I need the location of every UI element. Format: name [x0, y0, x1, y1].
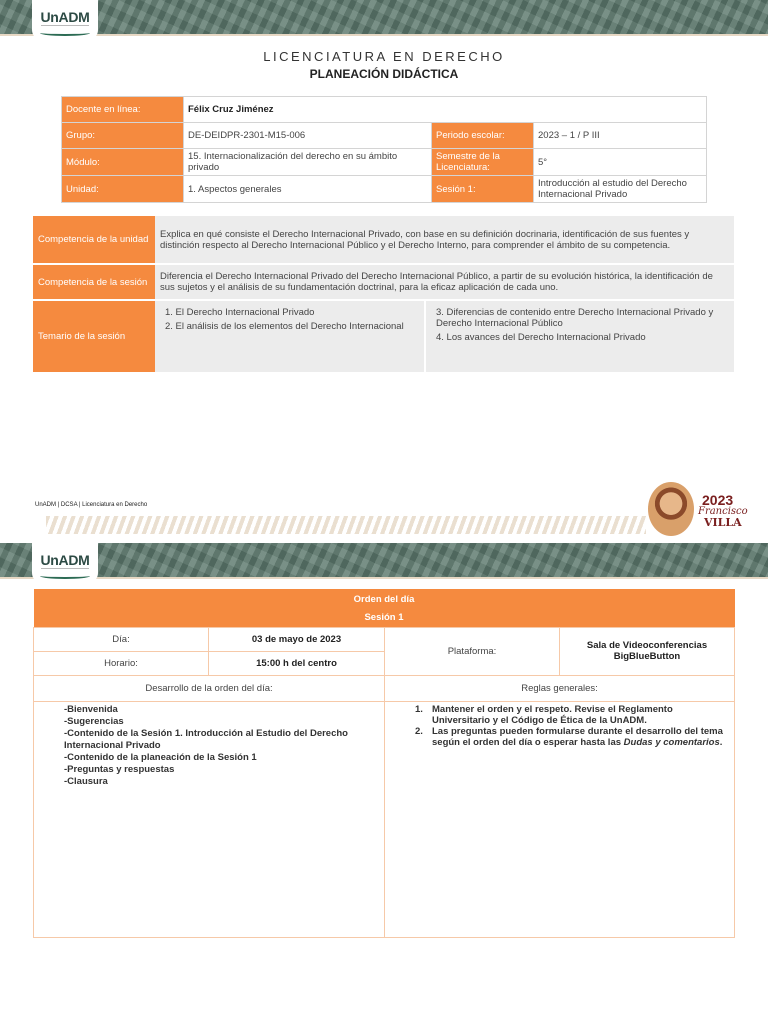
- temario-item: 3. Diferencias de contenido entre Derecho Internacional Privado y Derecho Internacional Público: [436, 307, 714, 329]
- reglas-label: Reglas generales:: [385, 675, 735, 701]
- semestre-label: Semestre de la Licenciatura:: [432, 149, 534, 176]
- grupo-label: Grupo:: [62, 123, 184, 149]
- desarrollo-item: -Bienvenida: [64, 703, 118, 715]
- villa-portrait: [648, 482, 694, 536]
- temario-col-left: [155, 300, 425, 372]
- horario-label: Horario:: [34, 651, 209, 675]
- logo-swoosh: [40, 30, 90, 36]
- modulo-value: 15. Internacionalización del derecho en su ámbito privado: [184, 149, 432, 176]
- regla-item: [415, 704, 726, 726]
- program-title: LICENCIATURA EN DERECHO: [263, 49, 505, 64]
- orden-body-row: [34, 701, 735, 937]
- temario-item: 2. El análisis de los elementos del Derecho Internacional: [165, 321, 404, 332]
- header-divider: [0, 34, 768, 36]
- competencia-unidad-row: [33, 216, 734, 264]
- info-row-unidad: [62, 176, 707, 203]
- competencias-table: [33, 216, 734, 372]
- desarrollo-item: -Preguntas y respuestas: [64, 763, 175, 775]
- regla-text: Las preguntas pueden formularse durante el desarrollo del tema según el orden del día o esperar hasta las: [432, 725, 723, 748]
- info-row-docente: [62, 97, 707, 123]
- semestre-value: 5°: [534, 149, 707, 176]
- regla-number: 2.: [415, 725, 423, 737]
- competencia-unidad-label: Competencia de la unidad: [33, 216, 155, 264]
- grupo-value: DE-DEIDPR-2301-M15-006: [184, 123, 432, 149]
- unidad-label: Unidad:: [62, 176, 184, 203]
- header-band: [0, 543, 768, 577]
- badge-name-last: VILLA: [704, 516, 742, 529]
- desarrollo-label: Desarrollo de la orden del día:: [34, 675, 385, 701]
- dia-value: 03 de mayo de 2023: [209, 627, 385, 651]
- docente-value: Félix Cruz Jiménez: [184, 97, 707, 123]
- competencia-sesion-label: Competencia de la sesión: [33, 264, 155, 300]
- orden-title-row: [34, 589, 735, 608]
- desarrollo-item: -Clausura: [64, 775, 108, 787]
- footer-pattern: [46, 516, 646, 534]
- header-divider: [0, 577, 768, 579]
- docente-label: Docente en línea:: [62, 97, 184, 123]
- orden-headers-row: [34, 675, 735, 701]
- modulo-label: Módulo:: [62, 149, 184, 176]
- footer-text: UnADM | DCSA | Licenciatura en Derecho: [35, 502, 148, 508]
- regla-italic-text: Dudas y comentarios: [623, 736, 720, 748]
- desarrollo-list: [34, 701, 385, 937]
- temario-item: 4. Los avances del Derecho Internacional Privado: [436, 332, 646, 343]
- plataforma-label: Plataforma:: [385, 627, 560, 675]
- badge-year: 2023: [702, 492, 734, 508]
- orden-title: Orden del día: [34, 589, 735, 608]
- temario-col-right: [425, 300, 734, 372]
- desarrollo-item: -Contenido de la planeación de la Sesión 1: [64, 751, 257, 763]
- sesion-value: Introducción al estudio del Derecho Internacional Privado: [534, 176, 707, 203]
- competencia-sesion-row: [33, 264, 734, 300]
- periodo-label: Periodo escolar:: [432, 123, 534, 149]
- horario-value: 15:00 h del centro: [209, 651, 385, 675]
- temario-item: 1. El Derecho Internacional Privado: [165, 307, 315, 318]
- logo-text: UnADM: [40, 552, 90, 568]
- orden-subtitle: Sesión 1: [34, 608, 735, 627]
- plataforma-value: Sala de Videoconferencias BigBlueButton: [560, 627, 735, 675]
- periodo-value: 2023 – 1 / P III: [534, 123, 707, 149]
- unadm-logo: [32, 543, 98, 583]
- sesion-label: Sesión 1:: [432, 176, 534, 203]
- badge-name-first: Francisco: [698, 506, 748, 517]
- orden-dia-row: [34, 627, 735, 651]
- desarrollo-item: -Sugerencias: [64, 715, 124, 727]
- info-table: [61, 96, 707, 203]
- orden-del-dia-table: [33, 589, 735, 938]
- temario-label: Temario de la sesión: [33, 300, 155, 372]
- info-row-grupo: [62, 123, 707, 149]
- desarrollo-item: -Contenido de la Sesión 1. Introducción al Estudio del Derecho Internacional Privado: [64, 727, 348, 751]
- regla-end: .: [719, 736, 723, 748]
- dia-label: Día:: [34, 627, 209, 651]
- regla-number: 1.: [415, 703, 423, 715]
- logo-text: UnADM: [40, 9, 90, 25]
- reglas-list: [385, 701, 735, 937]
- regla-item: [415, 726, 726, 748]
- logo-swoosh: [40, 573, 90, 579]
- document-title: PLANEACIÓN DIDÁCTICA: [309, 67, 459, 81]
- header-band: [0, 0, 768, 34]
- info-row-modulo: [62, 149, 707, 176]
- francisco-villa-2023-badge: [646, 480, 748, 538]
- unadm-logo: [32, 0, 98, 40]
- competencia-sesion-value: Diferencia el Derecho Internacional Privado del Derecho Internacional Público, a partir de su evolución histórica, la identificación de sus sujetos y el análisis de su fundamentación doctrinal, para la eficaz aplicación de cada uno.: [155, 264, 734, 300]
- orden-subtitle-row: [34, 608, 735, 627]
- competencia-unidad-value: Explica en qué consiste el Derecho Internacional Privado, con base en su definición docrinaria, identificación de sus fuentes y distinción respecto al Derecho Internacional Público y el Derecho Interno, para comprender el ámbito de su competencia.: [155, 216, 734, 264]
- regla-text: Mantener el orden y el respeto. Revise el Reglamento Universitario y el Código de Ética de la UnADM.: [432, 703, 673, 726]
- unidad-value: 1. Aspectos generales: [184, 176, 432, 203]
- temario-row: [33, 300, 734, 372]
